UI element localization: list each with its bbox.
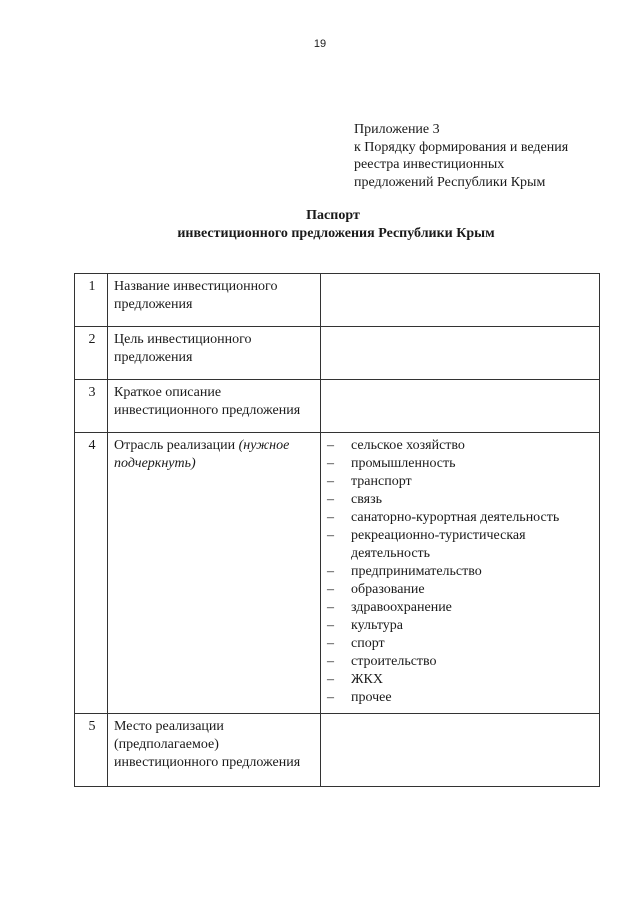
industry-option-label: связь [351,492,382,507]
industry-option-label: спорт [351,636,385,651]
industry-option [327,635,595,653]
appendix-line: реестра инвестиционных [354,157,505,172]
row-number: 5 [75,714,108,787]
industry-option [327,455,595,473]
appendix-line: предложений Республики Крым [354,174,546,190]
table-row [75,433,600,714]
dash-bullet-icon: – [327,654,334,669]
industry-option-label: предпринимательство [351,564,482,579]
dash-bullet-icon: – [327,582,334,597]
row-label-text: Отрасль реализации [114,438,236,453]
industry-option-label: культура [351,618,403,633]
row-number: 1 [75,274,108,327]
industry-option [327,599,595,617]
row-number: 4 [75,433,108,714]
industry-option [327,563,595,581]
dash-bullet-icon: – [327,636,334,651]
row-value-cell [321,274,600,327]
industry-option-label: строительство [351,654,437,669]
industry-option-label: образование [351,582,425,597]
industry-option [327,491,595,509]
table-row [75,380,600,433]
industry-option-label: ЖКХ [351,672,383,687]
document-title [0,207,640,243]
industry-option-label: сельское хозяйство [351,438,465,453]
dash-bullet-icon: – [327,510,334,525]
industry-option-label: здравоохранение [351,600,452,615]
row-label: Краткое описание инвестиционного предложения [108,380,321,433]
row-value-cell [321,714,600,787]
appendix-line: к Порядку формирования и ведения [354,139,569,155]
row-label [108,433,321,714]
row-value-cell [321,433,600,714]
dash-bullet-icon: – [327,564,334,579]
industry-option [327,689,595,707]
industry-option [327,617,595,635]
dash-bullet-icon: – [327,600,334,615]
row-number: 3 [75,380,108,433]
industry-option [327,527,595,563]
page-number: 19 [313,38,327,50]
industry-option-label: санаторно-курортная деятельность [351,510,560,525]
industry-option-label: транспорт [351,474,412,489]
industry-options-list [327,437,595,707]
dash-bullet-icon: – [327,474,334,489]
table-row [75,274,600,327]
industry-option-label: прочее [351,690,392,705]
industry-option [327,473,595,491]
row-value-cell [321,380,600,433]
table-row [75,327,600,380]
industry-option [327,581,595,599]
industry-option-label: рекреационно-туристическая деятельность [351,528,526,561]
dash-bullet-icon: – [327,456,334,471]
industry-option [327,509,595,527]
row-number: 2 [75,327,108,380]
dash-bullet-icon: – [327,528,334,543]
title-line-2: инвестиционного предложения Республики Крым [177,226,495,241]
dash-bullet-icon: – [327,618,334,633]
title-line-1: Паспорт [306,208,360,223]
row-value-cell [321,327,600,380]
table-row [75,714,600,787]
industry-option [327,437,595,455]
dash-bullet-icon: – [327,690,334,705]
appendix-reference [354,121,624,191]
row-label: Место реализации (предполагаемое) инвестиционного предложения [108,714,321,787]
row-label: Цель инвестиционного предложения [108,327,321,380]
industry-option-label: промышленность [351,456,456,471]
industry-option [327,653,595,671]
dash-bullet-icon: – [327,492,334,507]
passport-table [74,273,600,787]
dash-bullet-icon: – [327,438,334,453]
row-label-note: (нужное подчеркнуть) [114,438,290,471]
row-label: Название инвестиционного предложения [108,274,321,327]
appendix-line: Приложение 3 [354,122,440,137]
dash-bullet-icon: – [327,672,334,687]
industry-option [327,671,595,689]
